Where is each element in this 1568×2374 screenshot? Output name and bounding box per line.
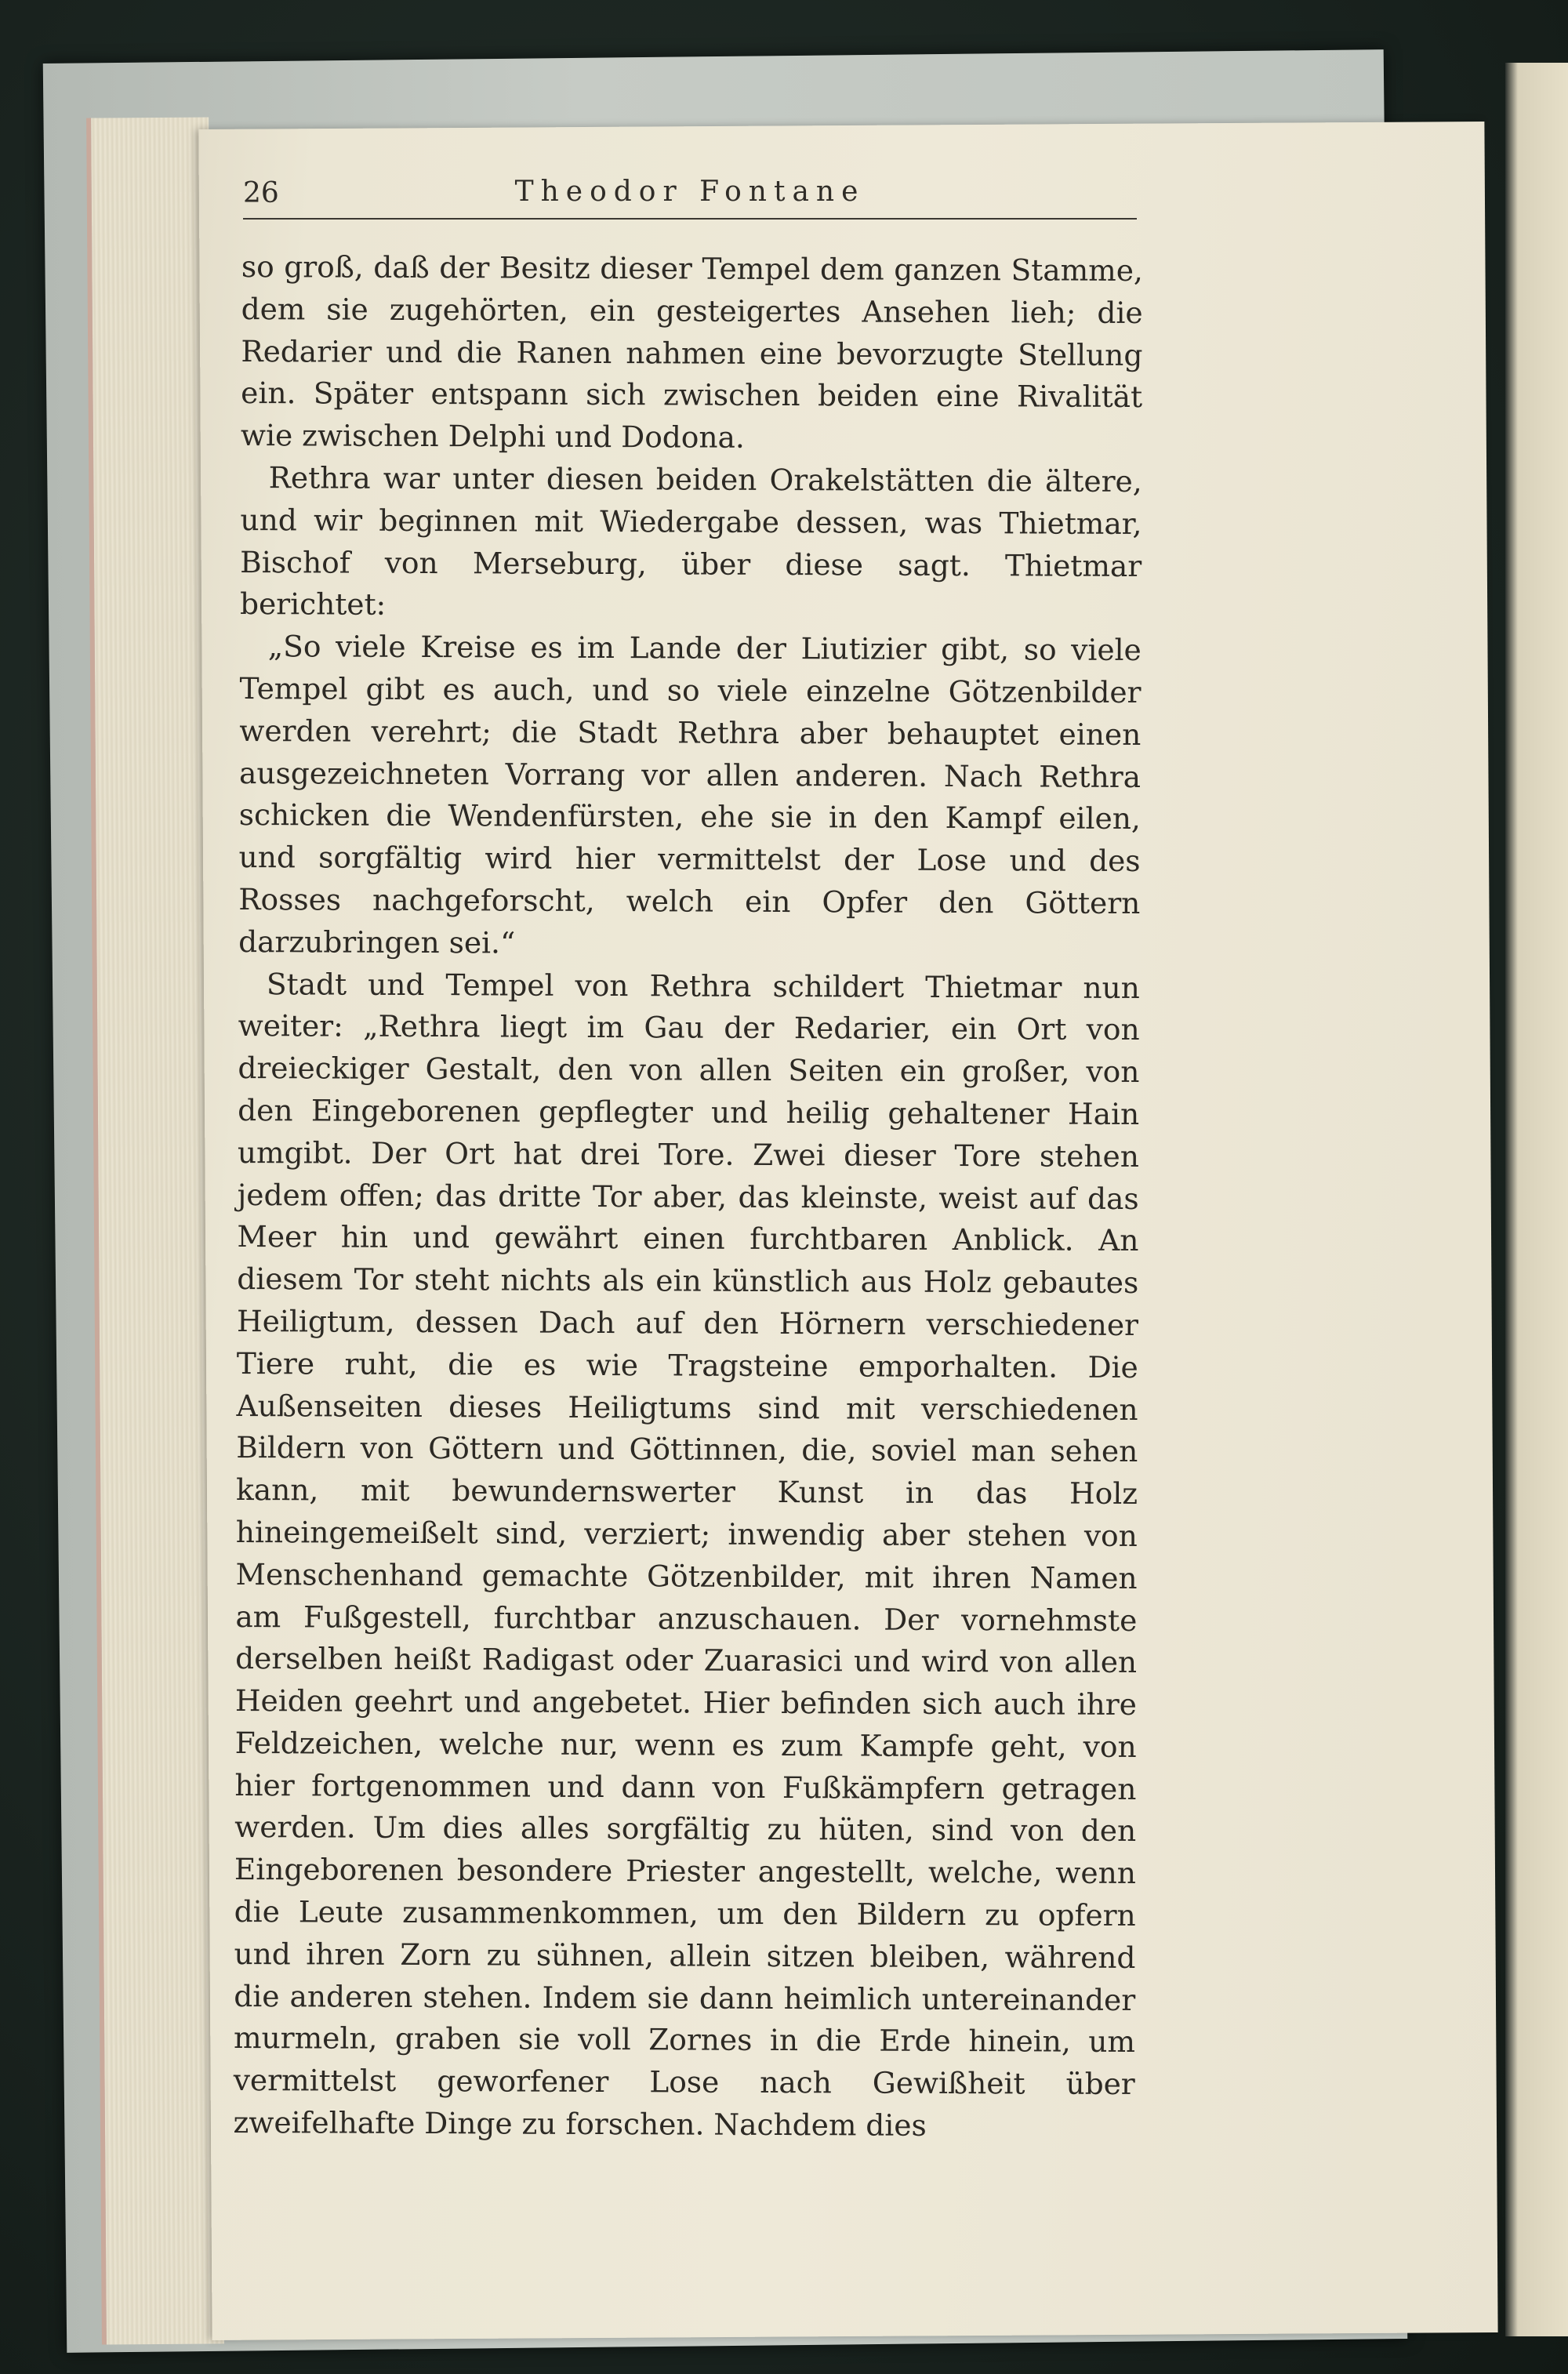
paragraph: Stadt und Tempel von Rethra schildert Thietmar nun weiter: „Rethra liegt im Gau der Redarier, ein Ort von dreieckiger Gestalt, den von allen Seiten ein großer, von den Eingeborenen gepflegter und heilig gehaltener Hain umgibt. Der Ort hat drei Tore. Zwei dieser Tore stehen jedem offen; das dritte Tor aber, das kleinste, weist auf das Meer hin und gewährt einen furchtbaren Anblick. An diesem Tor steht nichts als ein künstlich aus Holz gebautes Heiligtum, dessen Dach auf den Hörnern verschiedener Tiere ruht, die es wie Tragsteine emporhalten. Die Außenseiten dieses Heiligtums sind mit verschiedenen Bildern von Göttern und Göttinnen, die, soviel man sehen kann, mit bewundernswerter Kunst in das Holz hineingemeißelt sind, verziert; inwendig aber stehen von Menschenhand gemachte Götzenbilder, mit ihren Namen am Fußgestell, furchtbar anzuschauen. Der vornehmste derselben heißt Radigast oder Zuarasici und wird von allen Heiden geehrt und angebetet. Hier befinden sich auch ihre Feldzeichen, welche nur, wenn es zum Kampfe geht, von hier fortgenommen und dann von Fußkämpfern getragen werden. Um dies alles sorgfältig zu hüten, sind von den Eingeborenen besondere Priester angestellt, welche, wenn die Leute zusammenkommen, um den Bildern zu opfern und ihren Zorn zu sühnen, allein sitzen bleiben, während die anderen stehen. Indem sie dann heimlich untereinander murmeln, graben sie voll Zornes in die Erde hinein, um vermittelst geworfener Lose nach Gewißheit über zweifelhafte Dinge zu forschen. Nachdem dies [233, 966, 1140, 2143]
header-title: Theodor Fontane [514, 176, 866, 208]
page-number: 26 [243, 177, 279, 209]
running-head [243, 171, 1137, 220]
paragraph: so groß, daß der Besitz dieser Tempel dem ganzen Stamme, dem sie zugehörten, ein gesteigertes Ansehen lieh; die Redarier und die Ranen nahmen eine bevorzugte Stellung ein. Später entspann sich zwischen beiden eine Rivalität wie zwischen Delphi und Dodona. [240, 249, 1143, 455]
facing-page-edge [1505, 63, 1568, 2336]
paragraph: „So viele Kreise es im Lande der Liutizier gibt, so viele Tempel gibt es auch, und so viele einzelne Götzenbilder werden verehrt; die Stadt Rethra aber behauptet einen ausgezeichneten Vorrang vor allen anderen. Nach Rethra schicken die Wendenfürsten, ehe sie in den Kampf eilen, und sorgfältig wird hier vermittelst der Lose und des Rosses nachgeforscht, welch ein Opfer den Göttern darzubringen sei.“ [238, 629, 1142, 960]
body-text [233, 246, 1143, 2148]
paragraph: Rethra war unter diesen beiden Orakelstätten die ältere, und wir beginnen mit Wiedergabe dessen, was Thietmar, Bischof von Merseburg, über diese sagt. Thietmar berichtet: [239, 460, 1142, 623]
